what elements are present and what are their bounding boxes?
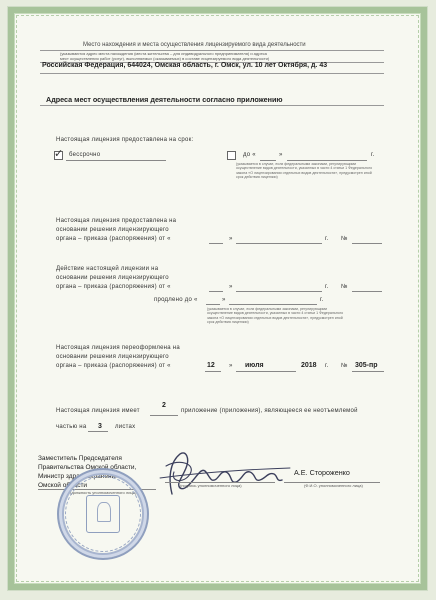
extended-until-close: » — [222, 297, 226, 303]
position-line-1: Заместитель Председателя — [38, 455, 122, 462]
reissued-line-2: основании решения лицензирующего — [56, 354, 169, 360]
official-seal — [57, 468, 149, 560]
reissued-year: 2018 — [301, 362, 317, 369]
reissued-number: 305-пр — [355, 362, 378, 369]
reissued-close-quote: » — [229, 363, 233, 369]
places-statement: Адреса мест осуществления деятельности согласно приложению — [46, 95, 283, 104]
reissued-year-suffix: г. — [325, 363, 329, 369]
grant-line-1: Настоящая лицензия предоставлена на — [56, 218, 177, 224]
sheets-prefix: частью на — [56, 424, 87, 430]
position-line-3: Министр здравоохранения — [38, 473, 119, 480]
extended-note: (указывается в случае, если федеральными законами, регулирующими осуществление видов деятельности, указанных в части 4 статьи 1 Федерального закона «О лицензировании отдельных видов деятельности», предусмотрен иной срок действия лицензии) — [207, 307, 344, 325]
signatory-name: А.Е. Стороженко — [294, 468, 350, 477]
sheets-count: 3 — [98, 423, 102, 430]
extended-year: г. — [325, 284, 329, 290]
grant-close-quote: » — [229, 236, 233, 242]
position-line-4: Омской области — [38, 482, 88, 489]
reissued-number-label: № — [341, 363, 348, 369]
reissued-month: июля — [245, 362, 264, 369]
until-word: до « — [243, 152, 256, 158]
position-line-2: Правительства Омской области, — [38, 464, 137, 471]
grant-line-3: органа – приказа (распоряжения) от « — [56, 236, 171, 242]
reissued-line-1: Настоящая лицензия переоформлена на — [56, 345, 180, 351]
term-note: (указывается в случае, если федеральными законами, регулирующими осуществление видов деятельности, указанных в части 4 статьи 1 Федерального закона «О лицензировании отдельных видов деятельности», предусмотрен иной срок действия лицензии) — [236, 162, 373, 180]
header-sub2: мест осуществления работ (услуг), выполняемых (оказываемых) в составе лицензируемого вида деятельности) — [60, 56, 270, 61]
grant-number-label: № — [341, 236, 348, 242]
extended-line-1: Действие настоящей лицензии на — [56, 266, 159, 272]
attachments-prefix: Настоящая лицензия имеет — [56, 408, 140, 414]
attachments-count: 2 — [162, 402, 166, 409]
indefinite-label: бессрочно — [69, 152, 101, 158]
extended-number-label: № — [341, 284, 348, 290]
attachments-suffix: приложение (приложения), являющееся ее неотъемлемой — [181, 408, 358, 414]
address: Российская Федерация, 644024, Омская область, г. Омск, ул. 10 лет Октября, д. 43 — [42, 62, 328, 69]
signature-caption: (подпись уполномоченного лица) — [180, 483, 242, 488]
extended-line-3: органа – приказа (распоряжения) от « — [56, 284, 171, 290]
term-label: Настоящая лицензия предоставлена на срок: — [56, 137, 194, 143]
sheets-suffix: листах — [115, 424, 136, 430]
header-title: Место нахождения и места осуществления лицензируемого вида деятельности — [83, 42, 306, 48]
grant-year: г. — [325, 236, 329, 242]
extended-close-quote: » — [229, 284, 233, 290]
extended-until-label: продлено до « — [154, 297, 198, 303]
extended-line-2: основании решения лицензирующего — [56, 275, 169, 281]
until-year: г. — [371, 152, 375, 158]
reissued-day: 12 — [207, 362, 215, 369]
reissued-line-3: органа – приказа (распоряжения) от « — [56, 363, 171, 369]
grant-line-2: основании решения лицензирующего — [56, 227, 169, 233]
signature — [150, 448, 300, 498]
check-icon: ✓ — [54, 148, 64, 160]
until-close-quote: » — [279, 152, 283, 158]
name-caption: (Ф.И.О. уполномоченного лица) — [304, 483, 363, 488]
position-caption: (должность уполномоченного лица) — [70, 490, 137, 495]
until-checkbox — [227, 151, 236, 160]
header-sub1: (указываются адрес места нахождения (места жительства – для индивидуального предпринимателя) и адреса — [60, 51, 267, 56]
extended-until-year: г. — [320, 297, 324, 303]
